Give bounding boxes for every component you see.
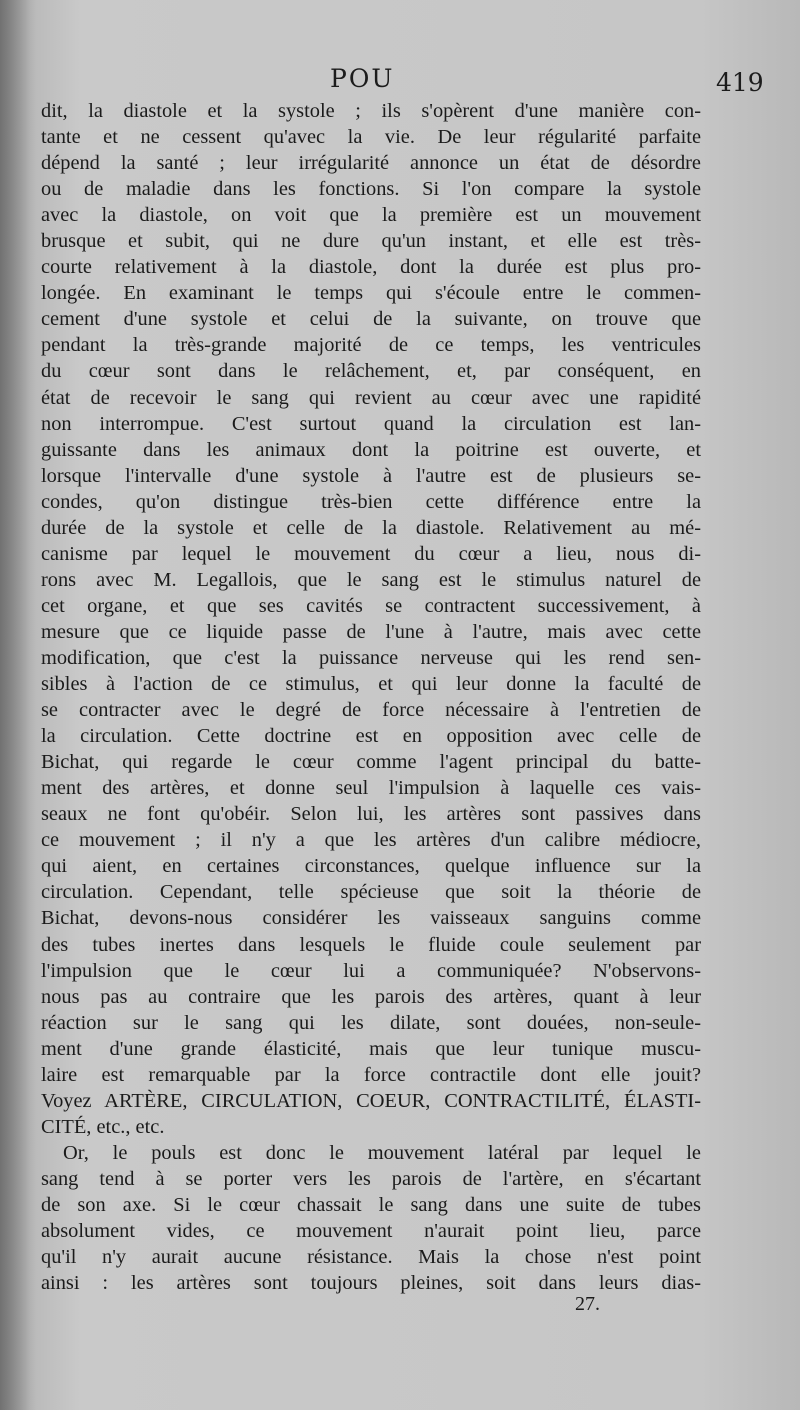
text-line: seaux ne font qu'obéir. Selon lui, les artères sont passives dans	[41, 803, 701, 826]
text-line: Voyez ARTÈRE, CIRCULATION, COEUR, CONTRACTILITÉ, ÉLASTI-	[41, 1089, 701, 1112]
page-header	[0, 62, 800, 102]
text-line: durée de la systole et celle de la diastole. Relativement au mé-	[41, 516, 701, 539]
text-line: ment des artères, et donne seul l'impulsion à laquelle ces vais-	[41, 777, 701, 800]
text-line: pendant la très-grande majorité de ce temps, les ventricules	[41, 334, 701, 357]
text-line: qui aient, en certaines circonstances, quelque influence sur la	[41, 855, 701, 878]
text-line: laire est remarquable par la force contractile dont elle jouit?	[41, 1063, 701, 1086]
text-line: ce mouvement ; il n'y a que les artères d'un calibre médiocre,	[41, 829, 701, 852]
page-number: 419	[716, 68, 764, 97]
text-line: non interrompue. C'est surtout quand la circulation est lan-	[41, 412, 701, 435]
text-line: Bichat, qui regarde le cœur comme l'agent principal du batte-	[41, 751, 701, 774]
text-line: réaction sur le sang qui les dilate, sont douées, non-seule-	[41, 1011, 701, 1034]
running-head: POU	[330, 64, 395, 93]
text-line: de son axe. Si le cœur chassait le sang dans une suite de tubes	[41, 1193, 701, 1216]
text-line: ainsi : les artères sont toujours pleines, soit dans leurs dias-	[41, 1272, 701, 1295]
text-line: mesure que ce liquide passe de l'une à l'autre, mais avec cette	[41, 620, 701, 643]
text-line: lorsque l'intervalle d'une systole à l'autre est de plusieurs se-	[41, 464, 701, 487]
text-line: CITÉ, etc., etc.	[41, 1115, 165, 1138]
text-line: tante et ne cessent qu'avec la vie. De leur régularité parfaite	[41, 126, 701, 149]
text-line: l'impulsion que le cœur lui a communiquée? N'observons-	[41, 959, 701, 982]
text-line: dit, la diastole et la systole ; ils s'opèrent d'une manière con-	[41, 100, 701, 122]
body-text	[41, 98, 701, 1296]
text-line: état de recevoir le sang qui revient au cœur avec une rapidité	[41, 386, 701, 409]
text-line: sang tend à se porter vers les parois de l'artère, en s'écartant	[41, 1167, 701, 1190]
text-line: dépend la santé ; leur irrégularité annonce un état de désordre	[41, 152, 701, 175]
text-line: avec la diastole, on voit que la première est un mouvement	[41, 204, 701, 227]
text-line: rons avec M. Legallois, que le sang est le stimulus naturel de	[41, 568, 701, 591]
binding-shadow	[0, 0, 36, 1410]
text-line: ou de maladie dans les fonctions. Si l'on compare la systole	[41, 178, 701, 201]
text-line: longée. En examinant le temps qui s'écoule entre le commen-	[41, 282, 701, 305]
text-line: Or, le pouls est donc le mouvement latéral par lequel le	[63, 1141, 701, 1164]
text-line: cement d'une systole et celui de la suivante, on trouve que	[41, 308, 701, 331]
text-line: guissante dans les animaux dont la poitrine est ouverte, et	[41, 438, 701, 461]
signature-mark: 27.	[575, 1293, 600, 1315]
text-line: du cœur sont dans le relâchement, et, par conséquent, en	[41, 360, 701, 383]
text-line: la circulation. Cette doctrine est en opposition avec celle de	[41, 725, 701, 748]
text-line: canisme par lequel le mouvement du cœur a lieu, nous di-	[41, 542, 701, 565]
text-line: des tubes inertes dans lesquels le fluide coule seulement par	[41, 933, 701, 956]
text-line: ment d'une grande élasticité, mais que leur tunique muscu-	[41, 1037, 701, 1060]
text-line: courte relativement à la diastole, dont la durée est plus pro-	[41, 256, 701, 279]
text-line: sibles à l'action de ce stimulus, et qui leur donne la faculté de	[41, 673, 701, 696]
text-line: qu'il n'y aurait aucune résistance. Mais la chose n'est point	[41, 1246, 701, 1269]
text-line: brusque et subit, qui ne dure qu'un instant, et elle est très-	[41, 230, 701, 253]
text-line: absolument vides, ce mouvement n'aurait point lieu, parce	[41, 1220, 701, 1243]
text-line: se contracter avec le degré de force nécessaire à l'entretien de	[41, 699, 701, 722]
text-line: nous pas au contraire que les parois des artères, quant à leur	[41, 985, 701, 1008]
text-line: cet organe, et que ses cavités se contractent successivement, à	[41, 594, 701, 617]
text-line: modification, que c'est la puissance nerveuse qui les rend sen-	[41, 646, 701, 669]
text-line: condes, qu'on distingue très-bien cette différence entre la	[41, 490, 701, 513]
text-line: Bichat, devons-nous considérer les vaisseaux sanguins comme	[41, 907, 701, 930]
text-line: circulation. Cependant, telle spécieuse que soit la théorie de	[41, 881, 701, 904]
